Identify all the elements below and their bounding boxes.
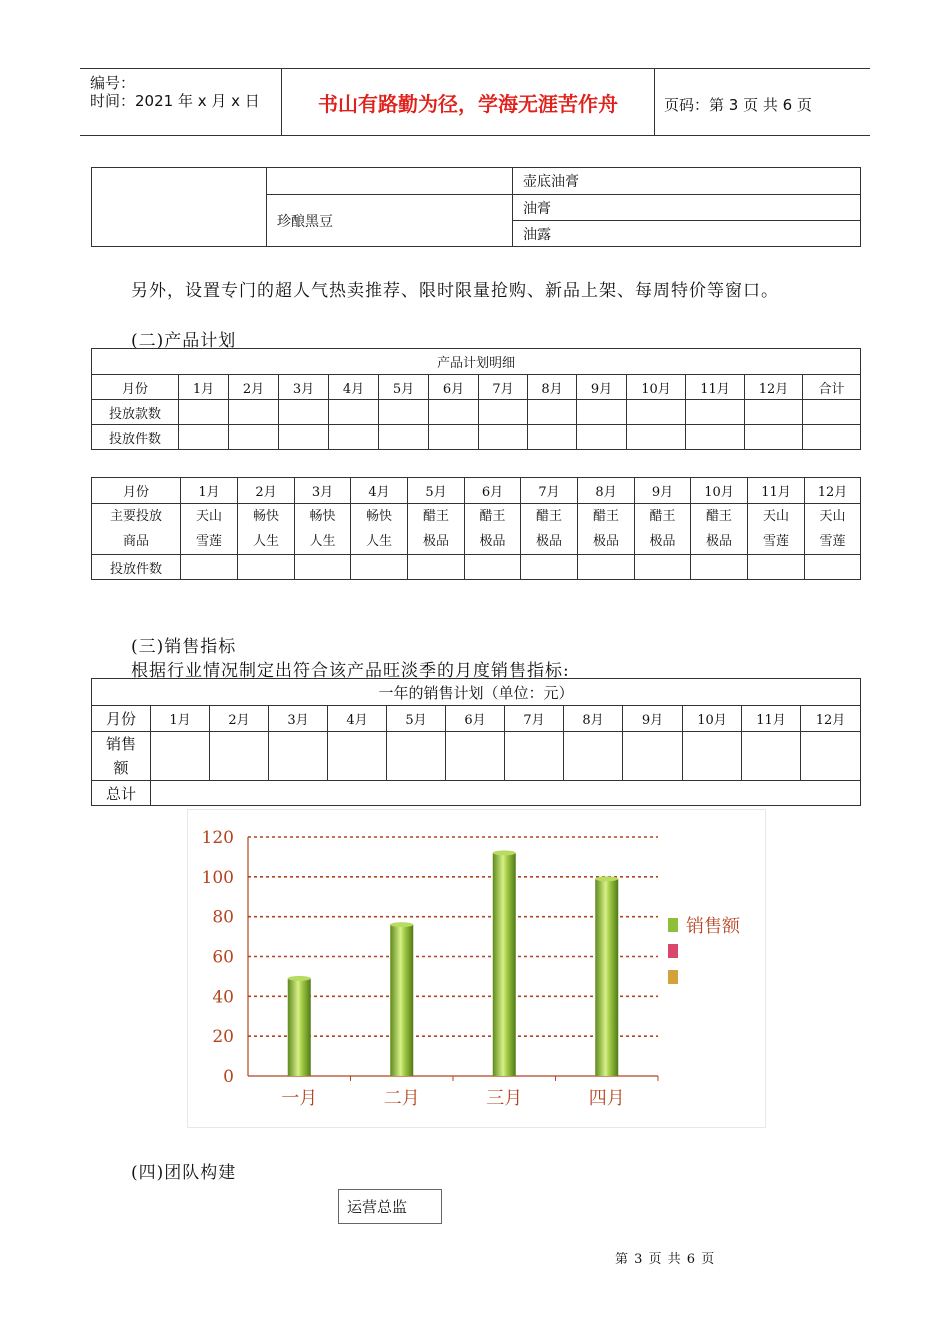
bar-cap bbox=[595, 876, 618, 881]
sales-chart-svg bbox=[188, 810, 765, 1127]
bar-三月 bbox=[493, 853, 516, 1076]
empty-cell bbox=[803, 425, 861, 450]
empty-cell bbox=[623, 732, 683, 781]
empty-cell bbox=[805, 555, 861, 580]
sales-row-label bbox=[92, 732, 151, 781]
product-cell bbox=[238, 504, 295, 555]
product-cell-line1: 醋王 bbox=[535, 509, 562, 524]
bar-cap bbox=[288, 976, 311, 981]
empty-cell bbox=[229, 400, 279, 425]
intro-paragraph: 另外，设置专门的超人气热卖推荐、限时限量抢购、新品上架、每周特价等窗口。 bbox=[131, 281, 779, 301]
empty-cell bbox=[179, 400, 229, 425]
serial-label: 编号： bbox=[90, 74, 136, 92]
month-cell: 11月 bbox=[742, 706, 801, 732]
product-cell bbox=[748, 504, 805, 555]
product-cell-line1: 醋王 bbox=[422, 509, 449, 524]
month-cell: 6月 bbox=[429, 375, 479, 400]
product-cell-line1: 醋王 bbox=[649, 509, 676, 524]
section3-title: (三)销售指标 bbox=[131, 637, 237, 657]
empty-cell bbox=[210, 732, 269, 781]
sales-row-label-line2: 额 bbox=[113, 759, 129, 777]
empty-cell bbox=[564, 732, 623, 781]
month-cell: 2月 bbox=[229, 375, 279, 400]
empty-cell bbox=[387, 732, 446, 781]
empty-cell bbox=[279, 400, 329, 425]
header-motto: 书山有路勤为径，学海无涯苦作舟 bbox=[318, 92, 618, 116]
month-cell: 2月 bbox=[238, 478, 295, 504]
month-cell: 12月 bbox=[745, 375, 803, 400]
empty-cell bbox=[92, 168, 267, 247]
product-cell-line1: 畅快 bbox=[365, 509, 392, 524]
product-cell bbox=[351, 504, 408, 555]
x-tick-label: 三月 bbox=[486, 1088, 523, 1109]
month-cell: 7月 bbox=[521, 478, 578, 504]
empty-cell bbox=[379, 400, 429, 425]
month-cell: 3月 bbox=[279, 375, 329, 400]
empty-cell bbox=[328, 732, 387, 781]
product-schedule-table bbox=[91, 477, 861, 580]
product-list-table bbox=[91, 167, 861, 247]
empty-cell bbox=[267, 168, 513, 195]
product-cell bbox=[181, 504, 238, 555]
empty-cell bbox=[683, 732, 742, 781]
product-item: 油膏 bbox=[513, 195, 861, 221]
empty-cell bbox=[379, 425, 429, 450]
product-name: 珍酿黑豆 bbox=[267, 195, 513, 247]
product-cell-line1: 天山 bbox=[819, 509, 846, 524]
empty-cell bbox=[745, 425, 803, 450]
sales-row-label-line1: 销售 bbox=[105, 735, 136, 753]
empty-cell bbox=[479, 400, 528, 425]
y-tick-label: 40 bbox=[212, 987, 234, 1008]
time-label: 时间：2021 年 x 月 x 日 bbox=[90, 92, 260, 110]
sales-plan-table bbox=[91, 678, 861, 806]
month-cell: 7月 bbox=[505, 706, 564, 732]
total-label: 总计 bbox=[92, 781, 151, 806]
empty-cell bbox=[279, 425, 329, 450]
product-cell-line2: 人生 bbox=[252, 534, 279, 549]
product-cell-line1: 醋王 bbox=[705, 509, 732, 524]
empty-cell bbox=[295, 555, 351, 580]
page-footer: 第 3 页 共 6 页 bbox=[615, 1252, 716, 1267]
total-header: 合计 bbox=[803, 375, 861, 400]
empty-cell bbox=[229, 425, 279, 450]
product-cell bbox=[805, 504, 861, 555]
page-info: 页码：第 3 页 共 6 页 bbox=[664, 96, 812, 114]
month-cell: 10月 bbox=[691, 478, 748, 504]
empty-cell bbox=[577, 425, 627, 450]
product-cell bbox=[521, 504, 578, 555]
bar-二月 bbox=[390, 925, 413, 1076]
header-top-rule bbox=[80, 68, 870, 69]
month-cell: 7月 bbox=[479, 375, 528, 400]
section3-paragraph: 根据行业情况制定出符合该产品旺淡季的月度销售指标: bbox=[131, 661, 570, 681]
empty-cell bbox=[408, 555, 465, 580]
month-cell: 9月 bbox=[623, 706, 683, 732]
empty-cell bbox=[179, 425, 229, 450]
month-cell: 3月 bbox=[295, 478, 351, 504]
empty-cell bbox=[635, 555, 691, 580]
empty-cell bbox=[748, 555, 805, 580]
row-label: 投放件数 bbox=[92, 555, 181, 580]
y-tick-label: 20 bbox=[212, 1027, 234, 1048]
empty-cell bbox=[691, 555, 748, 580]
product-row-label-line1: 主要投放 bbox=[109, 509, 162, 524]
month-cell: 4月 bbox=[329, 375, 379, 400]
empty-cell bbox=[521, 555, 578, 580]
product-cell-line2: 极品 bbox=[649, 534, 676, 549]
month-header: 月份 bbox=[92, 706, 151, 732]
month-cell: 8月 bbox=[528, 375, 577, 400]
table-caption: 产品计划明细 bbox=[92, 349, 861, 375]
empty-cell bbox=[181, 555, 238, 580]
product-cell-line2: 雪莲 bbox=[762, 534, 789, 549]
empty-cell bbox=[627, 425, 686, 450]
empty-cell bbox=[351, 555, 408, 580]
product-cell-line1: 天山 bbox=[762, 509, 789, 524]
empty-cell bbox=[151, 732, 210, 781]
empty-cell bbox=[429, 425, 479, 450]
product-cell-line1: 天山 bbox=[195, 509, 222, 524]
bar-cap bbox=[390, 922, 413, 927]
product-cell bbox=[465, 504, 521, 555]
empty-cell bbox=[429, 400, 479, 425]
product-item: 壶底油膏 bbox=[513, 168, 861, 195]
empty-cell bbox=[801, 732, 861, 781]
row-label: 投放件数 bbox=[92, 425, 179, 450]
product-cell-line2: 雪莲 bbox=[819, 534, 846, 549]
product-plan-table bbox=[91, 348, 861, 450]
month-cell: 11月 bbox=[686, 375, 745, 400]
product-cell-line1: 畅快 bbox=[309, 509, 336, 524]
month-cell: 2月 bbox=[210, 706, 269, 732]
empty-cell bbox=[479, 425, 528, 450]
y-tick-label: 120 bbox=[201, 828, 234, 848]
empty-cell bbox=[329, 400, 379, 425]
product-cell-line2: 极品 bbox=[422, 534, 449, 549]
product-cell bbox=[408, 504, 465, 555]
product-cell-line2: 人生 bbox=[365, 534, 392, 549]
sales-chart bbox=[187, 809, 766, 1128]
y-tick-label: 80 bbox=[212, 907, 234, 928]
product-row-label bbox=[92, 504, 181, 555]
month-cell: 8月 bbox=[564, 706, 623, 732]
product-cell-line2: 人生 bbox=[309, 534, 336, 549]
month-cell: 1月 bbox=[151, 706, 210, 732]
product-cell bbox=[691, 504, 748, 555]
empty-cell bbox=[269, 732, 328, 781]
x-tick-label: 四月 bbox=[588, 1088, 625, 1109]
product-cell bbox=[295, 504, 351, 555]
bar-一月 bbox=[288, 978, 311, 1076]
legend-swatch bbox=[668, 944, 678, 958]
x-tick-label: 二月 bbox=[383, 1088, 420, 1109]
empty-cell bbox=[745, 400, 803, 425]
month-cell: 5月 bbox=[379, 375, 429, 400]
month-cell: 9月 bbox=[635, 478, 691, 504]
empty-cell bbox=[627, 400, 686, 425]
month-cell: 12月 bbox=[805, 478, 861, 504]
y-tick-label: 0 bbox=[223, 1067, 234, 1087]
empty-cell bbox=[803, 400, 861, 425]
month-cell: 3月 bbox=[269, 706, 328, 732]
total-value bbox=[151, 781, 861, 806]
legend-swatch bbox=[668, 918, 678, 932]
month-cell: 10月 bbox=[627, 375, 686, 400]
empty-cell bbox=[329, 425, 379, 450]
product-cell-line1: 醋王 bbox=[479, 509, 506, 524]
month-cell: 4月 bbox=[351, 478, 408, 504]
empty-cell bbox=[505, 732, 564, 781]
month-header: 月份 bbox=[92, 478, 181, 504]
month-cell: 6月 bbox=[465, 478, 521, 504]
y-tick-label: 60 bbox=[212, 947, 234, 968]
product-cell-line1: 醋王 bbox=[592, 509, 619, 524]
empty-cell bbox=[742, 732, 801, 781]
header-divider-2 bbox=[654, 68, 655, 136]
product-cell-line1: 畅快 bbox=[252, 509, 279, 524]
product-cell bbox=[635, 504, 691, 555]
org-box-ops-director: 运营总监 bbox=[338, 1189, 442, 1224]
bar-四月 bbox=[595, 879, 618, 1076]
month-cell: 5月 bbox=[408, 478, 465, 504]
month-cell: 9月 bbox=[577, 375, 627, 400]
empty-cell bbox=[686, 400, 745, 425]
month-cell: 10月 bbox=[683, 706, 742, 732]
month-cell: 1月 bbox=[181, 478, 238, 504]
product-cell-line2: 极品 bbox=[705, 534, 732, 549]
section2-title: (二)产品计划 bbox=[131, 331, 237, 351]
empty-cell bbox=[465, 555, 521, 580]
x-tick-label: 一月 bbox=[281, 1088, 318, 1109]
empty-cell bbox=[446, 732, 505, 781]
month-header: 月份 bbox=[92, 375, 179, 400]
table-caption: 一年的销售计划（单位：元） bbox=[92, 679, 861, 706]
empty-cell bbox=[238, 555, 295, 580]
legend-label: 销售额 bbox=[686, 916, 740, 937]
product-cell-line2: 极品 bbox=[592, 534, 619, 549]
product-cell-line2: 极品 bbox=[479, 534, 506, 549]
month-cell: 4月 bbox=[328, 706, 387, 732]
bar-cap bbox=[493, 850, 516, 855]
month-cell: 8月 bbox=[578, 478, 635, 504]
empty-cell bbox=[528, 425, 577, 450]
month-cell: 1月 bbox=[179, 375, 229, 400]
month-cell: 11月 bbox=[748, 478, 805, 504]
empty-cell bbox=[686, 425, 745, 450]
row-label: 投放款数 bbox=[92, 400, 179, 425]
month-cell: 5月 bbox=[387, 706, 446, 732]
empty-cell bbox=[578, 555, 635, 580]
header-bottom-rule bbox=[80, 135, 870, 136]
empty-cell bbox=[577, 400, 627, 425]
empty-cell bbox=[528, 400, 577, 425]
month-cell: 6月 bbox=[446, 706, 505, 732]
product-cell bbox=[578, 504, 635, 555]
product-item: 油露 bbox=[513, 221, 861, 247]
product-row-label-line2: 商品 bbox=[122, 534, 149, 549]
product-cell-line2: 雪莲 bbox=[195, 534, 222, 549]
product-cell-line2: 极品 bbox=[535, 534, 562, 549]
legend-swatch bbox=[668, 970, 678, 984]
y-tick-label: 100 bbox=[201, 867, 234, 888]
month-cell: 12月 bbox=[801, 706, 861, 732]
section4-title: (四)团队构建 bbox=[131, 1163, 237, 1183]
